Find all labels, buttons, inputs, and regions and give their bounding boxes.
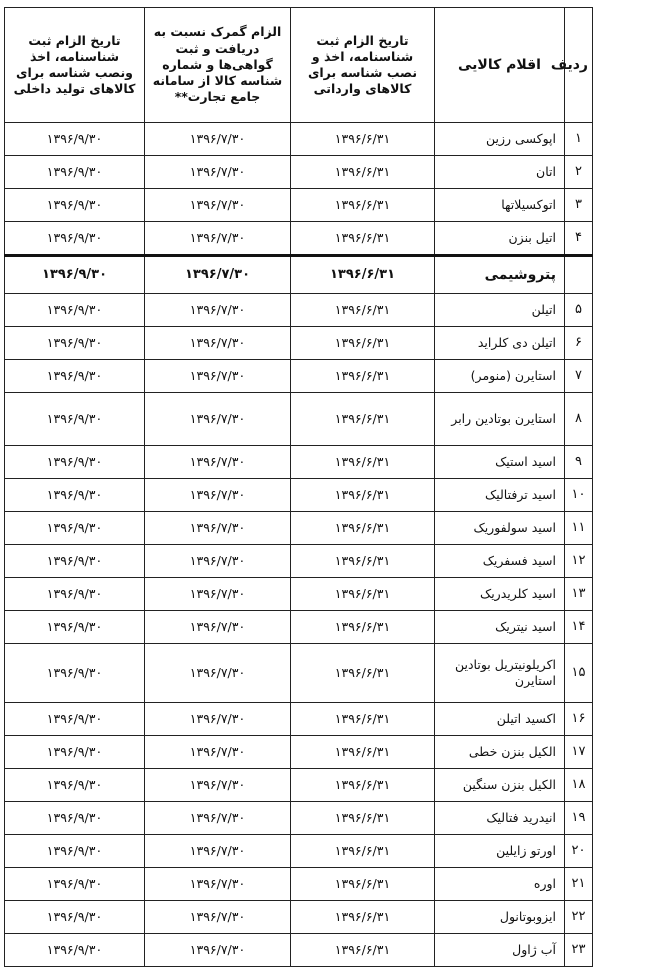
domestic-date-cell: ۱۳۹۶/۹/۳۰	[5, 222, 145, 256]
item-name-cell: اتان	[435, 156, 565, 189]
domestic-date-cell: ۱۳۹۶/۹/۳۰	[5, 360, 145, 393]
table-row	[5, 393, 593, 446]
table-row	[5, 802, 593, 835]
import-date-cell: ۱۳۹۶/۶/۳۱	[291, 545, 435, 578]
table-row	[5, 189, 593, 222]
table-row	[5, 123, 593, 156]
table-row	[5, 360, 593, 393]
header-items: اقلام کالایی	[435, 8, 565, 123]
row-number-cell: ۶	[565, 327, 593, 360]
item-name-cell: اسید کلریدریک	[435, 578, 565, 611]
table-row	[5, 545, 593, 578]
row-number-cell: ۲۰	[565, 835, 593, 868]
section-row-petrochemical	[5, 256, 593, 294]
goods-id-deadline-table	[4, 7, 593, 967]
table-row	[5, 835, 593, 868]
item-name-cell: اسید نیتریک	[435, 611, 565, 644]
domestic-date-cell: ۱۳۹۶/۹/۳۰	[5, 123, 145, 156]
row-number-cell: ۱۱	[565, 512, 593, 545]
domestic-date-cell: ۱۳۹۶/۹/۳۰	[5, 901, 145, 934]
item-name-cell: استایرن بوتادین رابر	[435, 393, 565, 446]
table-row	[5, 156, 593, 189]
import-date-cell: ۱۳۹۶/۶/۳۱	[291, 222, 435, 256]
item-name-cell: ایزوبوتانول	[435, 901, 565, 934]
row-number-cell: ۲۲	[565, 901, 593, 934]
import-date-cell: ۱۳۹۶/۶/۳۱	[291, 934, 435, 967]
customs-date-cell: ۱۳۹۶/۷/۳۰	[145, 545, 291, 578]
row-number-cell: ۳	[565, 189, 593, 222]
import-date-cell: ۱۳۹۶/۶/۳۱	[291, 327, 435, 360]
customs-date-cell: ۱۳۹۶/۷/۳۰	[145, 222, 291, 256]
domestic-date-cell: ۱۳۹۶/۹/۳۰	[5, 393, 145, 446]
row-number-cell: ۱۳	[565, 578, 593, 611]
table-row	[5, 703, 593, 736]
customs-date-cell: ۱۳۹۶/۷/۳۰	[145, 769, 291, 802]
row-number-cell: ۵	[565, 294, 593, 327]
import-date-cell: ۱۳۹۶/۶/۳۱	[291, 294, 435, 327]
item-name-cell: اورتو زایلین	[435, 835, 565, 868]
domestic-date-cell: ۱۳۹۶/۹/۳۰	[5, 327, 145, 360]
customs-date-cell: ۱۳۹۶/۷/۳۰	[145, 189, 291, 222]
customs-date-cell: ۱۳۹۶/۷/۳۰	[145, 512, 291, 545]
row-number-cell: ۴	[565, 222, 593, 256]
domestic-date-cell: ۱۳۹۶/۹/۳۰	[5, 446, 145, 479]
item-name-cell: اسید سولفوریک	[435, 512, 565, 545]
row-number-cell: ۱۴	[565, 611, 593, 644]
customs-date-cell: ۱۳۹۶/۷/۳۰	[145, 578, 291, 611]
import-date-cell: ۱۳۹۶/۶/۳۱	[291, 703, 435, 736]
table-row	[5, 479, 593, 512]
row-number-cell: ۲۱	[565, 868, 593, 901]
import-date-cell: ۱۳۹۶/۶/۳۱	[291, 835, 435, 868]
item-name-cell: آب ژاول	[435, 934, 565, 967]
domestic-date-cell: ۱۳۹۶/۹/۳۰	[5, 644, 145, 703]
customs-date-cell: ۱۳۹۶/۷/۳۰	[145, 446, 291, 479]
customs-date-cell: ۱۳۹۶/۷/۳۰	[145, 393, 291, 446]
row-number-cell: ۸	[565, 393, 593, 446]
table-row	[5, 736, 593, 769]
item-name-cell: اوره	[435, 868, 565, 901]
table-row	[5, 901, 593, 934]
import-date-cell: ۱۳۹۶/۶/۳۱	[291, 123, 435, 156]
item-name-cell: اسید فسفریک	[435, 545, 565, 578]
item-name-cell: الکیل بنزن سنگین	[435, 769, 565, 802]
domestic-date-cell: ۱۳۹۶/۹/۳۰	[5, 868, 145, 901]
header-row	[5, 8, 593, 123]
row-number-cell: ۱۸	[565, 769, 593, 802]
domestic-date-cell: ۱۳۹۶/۹/۳۰	[5, 512, 145, 545]
domestic-date-cell: ۱۳۹۶/۹/۳۰	[5, 736, 145, 769]
customs-date-cell: ۱۳۹۶/۷/۳۰	[145, 934, 291, 967]
customs-date-cell: ۱۳۹۶/۷/۳۰	[145, 868, 291, 901]
table-row	[5, 512, 593, 545]
item-name-cell: اپوکسی رزین	[435, 123, 565, 156]
import-date-cell: ۱۳۹۶/۶/۳۱	[291, 736, 435, 769]
header-row-number: ردیف	[565, 8, 593, 123]
customs-date-cell: ۱۳۹۶/۷/۳۰	[145, 327, 291, 360]
item-name-cell: اتیلن	[435, 294, 565, 327]
table-row	[5, 294, 593, 327]
section-row-number-empty	[565, 256, 593, 294]
row-number-cell: ۱۲	[565, 545, 593, 578]
table-row	[5, 578, 593, 611]
table-row	[5, 611, 593, 644]
section-customs-date: ۱۳۹۶/۷/۳۰	[145, 256, 291, 294]
table-row	[5, 934, 593, 967]
table-row	[5, 868, 593, 901]
import-date-cell: ۱۳۹۶/۶/۳۱	[291, 611, 435, 644]
import-date-cell: ۱۳۹۶/۶/۳۱	[291, 512, 435, 545]
customs-date-cell: ۱۳۹۶/۷/۳۰	[145, 611, 291, 644]
import-date-cell: ۱۳۹۶/۶/۳۱	[291, 393, 435, 446]
import-date-cell: ۱۳۹۶/۶/۳۱	[291, 802, 435, 835]
customs-date-cell: ۱۳۹۶/۷/۳۰	[145, 736, 291, 769]
row-number-cell: ۲۳	[565, 934, 593, 967]
item-name-cell: اکریلونیتریل بوتادین استایرن	[435, 644, 565, 703]
section-import-date: ۱۳۹۶/۶/۳۱	[291, 256, 435, 294]
row-number-cell: ۱۹	[565, 802, 593, 835]
item-name-cell: اسید استیک	[435, 446, 565, 479]
section-title: پتروشیمی	[435, 256, 565, 294]
item-name-cell: اسید ترفتالیک	[435, 479, 565, 512]
item-name-cell: اتیل بنزن	[435, 222, 565, 256]
customs-date-cell: ۱۳۹۶/۷/۳۰	[145, 644, 291, 703]
domestic-date-cell: ۱۳۹۶/۹/۳۰	[5, 835, 145, 868]
item-name-cell: انیدرید فتالیک	[435, 802, 565, 835]
customs-date-cell: ۱۳۹۶/۷/۳۰	[145, 703, 291, 736]
import-date-cell: ۱۳۹۶/۶/۳۱	[291, 479, 435, 512]
customs-date-cell: ۱۳۹۶/۷/۳۰	[145, 123, 291, 156]
import-date-cell: ۱۳۹۶/۶/۳۱	[291, 769, 435, 802]
row-number-cell: ۱۷	[565, 736, 593, 769]
table-row	[5, 769, 593, 802]
domestic-date-cell: ۱۳۹۶/۹/۳۰	[5, 703, 145, 736]
domestic-date-cell: ۱۳۹۶/۹/۳۰	[5, 578, 145, 611]
table-row	[5, 644, 593, 703]
customs-date-cell: ۱۳۹۶/۷/۳۰	[145, 802, 291, 835]
row-number-cell: ۱۰	[565, 479, 593, 512]
row-number-cell: ۱۵	[565, 644, 593, 703]
row-number-cell: ۲	[565, 156, 593, 189]
section-domestic-date: ۱۳۹۶/۹/۳۰	[5, 256, 145, 294]
row-number-cell: ۱	[565, 123, 593, 156]
table-row	[5, 327, 593, 360]
item-name-cell: الکیل بنزن خطی	[435, 736, 565, 769]
customs-date-cell: ۱۳۹۶/۷/۳۰	[145, 479, 291, 512]
customs-date-cell: ۱۳۹۶/۷/۳۰	[145, 835, 291, 868]
item-name-cell: اتوکسیلاتها	[435, 189, 565, 222]
customs-date-cell: ۱۳۹۶/۷/۳۰	[145, 156, 291, 189]
import-date-cell: ۱۳۹۶/۶/۳۱	[291, 901, 435, 934]
item-name-cell: استایرن (منومر)	[435, 360, 565, 393]
table-row	[5, 446, 593, 479]
domestic-date-cell: ۱۳۹۶/۹/۳۰	[5, 802, 145, 835]
import-date-cell: ۱۳۹۶/۶/۳۱	[291, 446, 435, 479]
domestic-date-cell: ۱۳۹۶/۹/۳۰	[5, 611, 145, 644]
row-number-cell: ۷	[565, 360, 593, 393]
customs-date-cell: ۱۳۹۶/۷/۳۰	[145, 901, 291, 934]
row-number-cell: ۱۶	[565, 703, 593, 736]
item-name-cell: اکسید اتیلن	[435, 703, 565, 736]
import-date-cell: ۱۳۹۶/۶/۳۱	[291, 360, 435, 393]
import-date-cell: ۱۳۹۶/۶/۳۱	[291, 156, 435, 189]
import-date-cell: ۱۳۹۶/۶/۳۱	[291, 644, 435, 703]
import-date-cell: ۱۳۹۶/۶/۳۱	[291, 189, 435, 222]
domestic-date-cell: ۱۳۹۶/۹/۳۰	[5, 545, 145, 578]
header-import-deadline: تاریخ الزام ثبت شناسنامه، اخذ و نصب شناسه برای کالاهای وارداتی	[291, 8, 435, 123]
domestic-date-cell: ۱۳۹۶/۹/۳۰	[5, 189, 145, 222]
domestic-date-cell: ۱۳۹۶/۹/۳۰	[5, 934, 145, 967]
customs-date-cell: ۱۳۹۶/۷/۳۰	[145, 294, 291, 327]
domestic-date-cell: ۱۳۹۶/۹/۳۰	[5, 294, 145, 327]
row-number-cell: ۹	[565, 446, 593, 479]
customs-date-cell: ۱۳۹۶/۷/۳۰	[145, 360, 291, 393]
import-date-cell: ۱۳۹۶/۶/۳۱	[291, 868, 435, 901]
table-row	[5, 222, 593, 256]
domestic-date-cell: ۱۳۹۶/۹/۳۰	[5, 156, 145, 189]
header-domestic-deadline: تاریخ الزام ثبت شناسنامه، اخذ ونصب شناسه برای کالاهای تولید داخلی	[5, 8, 145, 123]
domestic-date-cell: ۱۳۹۶/۹/۳۰	[5, 769, 145, 802]
item-name-cell: اتیلن دی کلراید	[435, 327, 565, 360]
import-date-cell: ۱۳۹۶/۶/۳۱	[291, 578, 435, 611]
domestic-date-cell: ۱۳۹۶/۹/۳۰	[5, 479, 145, 512]
header-customs-requirement: الزام گمرک نسبت به دریافت و ثبت گواهی‌ها و شماره شناسه کالا از سامانه جامع تجارت**	[145, 8, 291, 123]
